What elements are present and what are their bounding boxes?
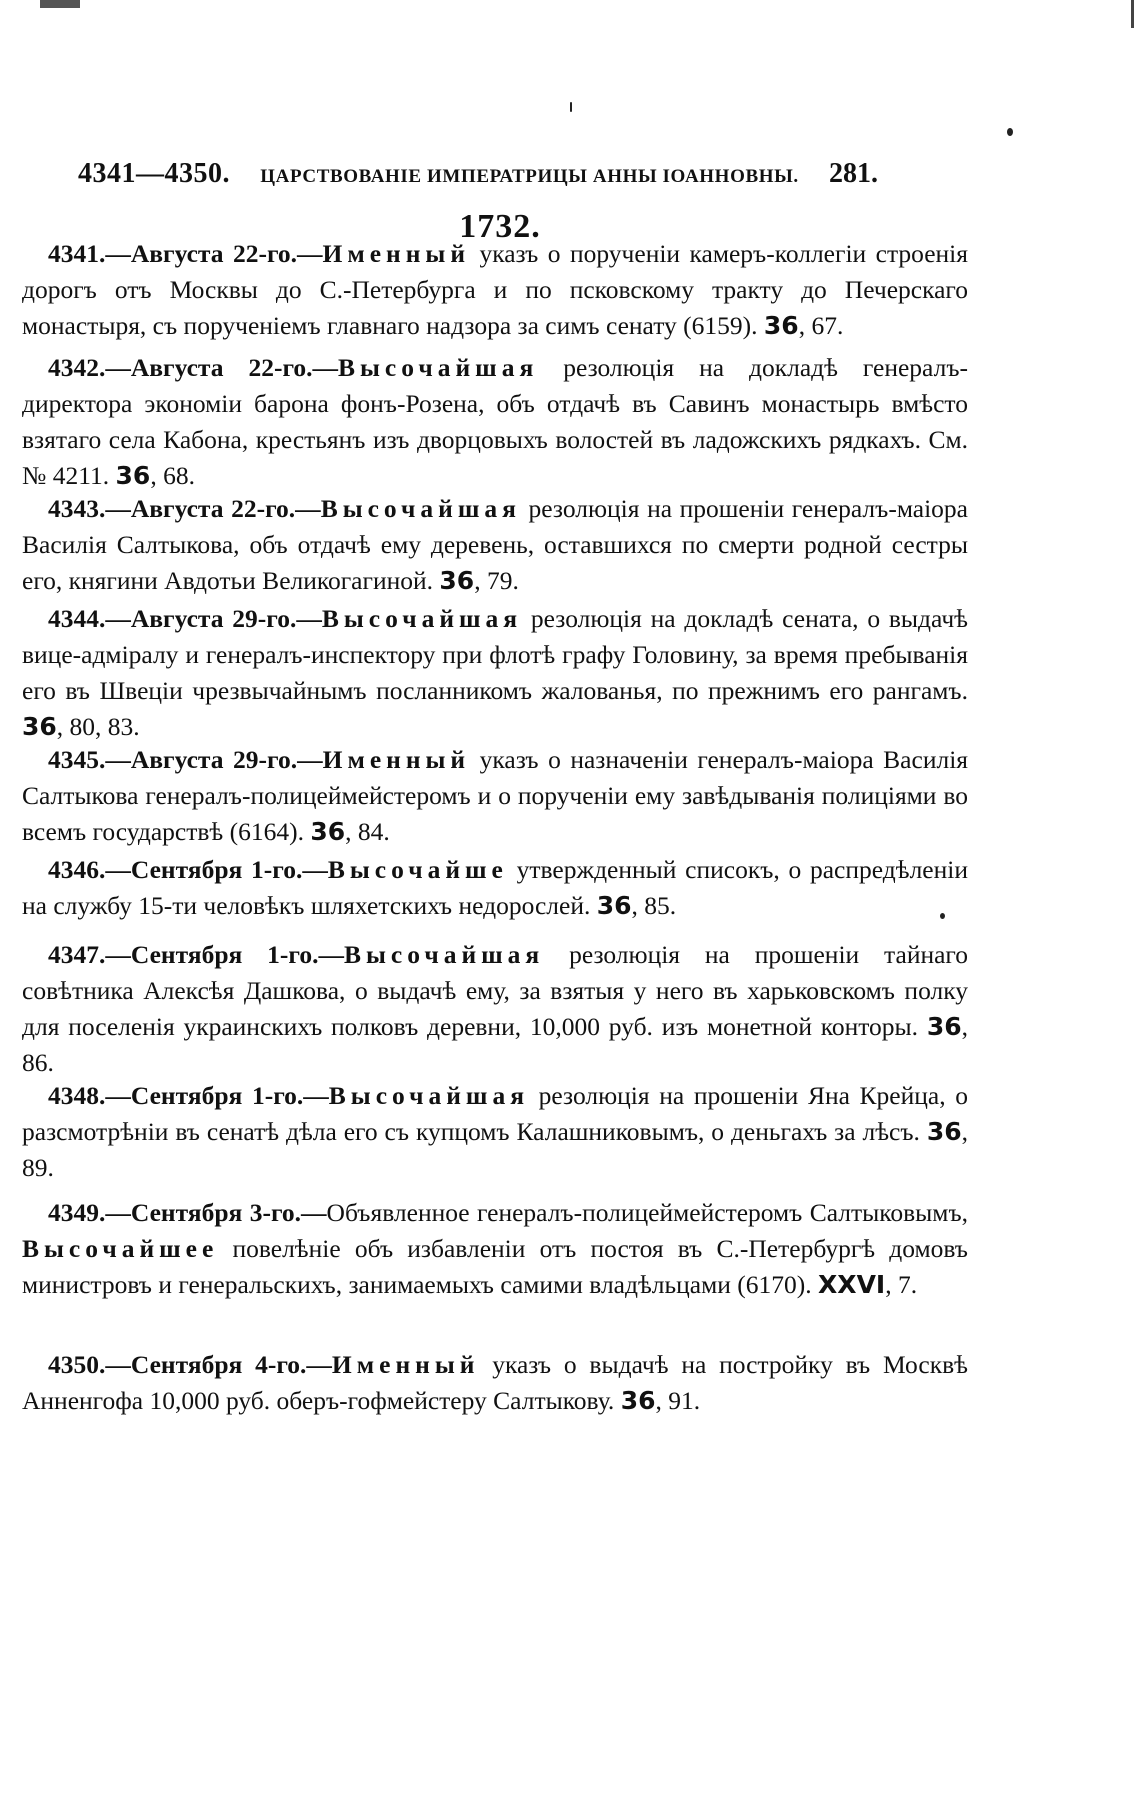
entry-date: —Августа 29-го.— bbox=[105, 604, 322, 633]
entry-text: резолюція на докладѣ генералъ-директора экономіи барона фонъ-Розена, объ отдачѣ въ Савинъ монастырь вмѣсто взятаго села Кабона, крестьянъ изъ дворцовыхъ волостей въ ладожскихъ рядкахъ. См. № 4211. bbox=[22, 353, 968, 490]
entry-number: 4343. bbox=[48, 494, 106, 523]
entry-pages: , 85. bbox=[631, 891, 677, 920]
page-number: 281. bbox=[828, 158, 878, 189]
entry-pages: , 67. bbox=[798, 311, 844, 340]
entry-date: —Сентября 1-го.— bbox=[105, 855, 328, 884]
entry-4345 bbox=[22, 742, 968, 850]
entry-text: резолюція на прошеніи генералъ-маіора Василія Салтыкова, объ отдачѣ ему деревень, оставшихся по смерти родной сестры его, княгини Авдотьи Великогагиной. bbox=[22, 494, 969, 595]
entry-pages: , 89. bbox=[22, 1117, 968, 1182]
entry-text: резолюція на прошеніи тайнаго совѣтника Алексѣя Дашкова, о выдачѣ ему, за взятыя у него въ харьковскомъ полку для поселенія украинскихъ полковъ деревни, 10,000 руб. изъ монетной конторы. bbox=[22, 940, 968, 1041]
entry-4343 bbox=[22, 491, 968, 599]
entry-date: —Сентября 4-го.— bbox=[105, 1350, 332, 1379]
scan-edge bbox=[1131, 0, 1134, 28]
entry-volume: 36 bbox=[22, 712, 57, 741]
entry-text: указъ о выдачѣ на постройку въ Москвѣ Анненгофа 10,000 руб. оберъ-гофмейстеру Салтыкову. bbox=[22, 1350, 968, 1415]
entry-volume: XXVI bbox=[818, 1270, 886, 1299]
scan-artifact bbox=[40, 0, 80, 8]
entry-type: Высочайшее bbox=[22, 1234, 219, 1263]
entry-type: Именный bbox=[322, 239, 471, 268]
entry-number: 4344. bbox=[48, 604, 106, 633]
entry-volume: 36 bbox=[310, 817, 346, 846]
entry-4344 bbox=[22, 601, 968, 745]
entry-4349 bbox=[22, 1195, 968, 1303]
entry-pages: , 84. bbox=[345, 817, 390, 846]
entry-type: Высочайше bbox=[327, 855, 508, 884]
entry-type: Именный bbox=[322, 745, 471, 774]
entry-date: —Августа 22-го.— bbox=[105, 239, 323, 268]
entry-pages: , 80, 83. bbox=[56, 712, 140, 741]
year-heading: 1732. bbox=[459, 208, 541, 245]
entry-4347 bbox=[22, 937, 968, 1081]
entry-date: —Сентября 3-го.— bbox=[105, 1198, 327, 1227]
entry-type: Высочайшая bbox=[344, 940, 545, 969]
entry-4350 bbox=[22, 1347, 968, 1419]
entry-volume: 36 bbox=[115, 461, 151, 490]
entry-text-continued: повелѣніе объ избавленіи отъ постоя въ С.-Петербургѣ домовъ министровъ и генеральскихъ, занимаемыхъ самими владѣльцами (6170). bbox=[22, 1234, 968, 1299]
entry-4342 bbox=[22, 350, 968, 494]
entry-date: —Августа 22-го.— bbox=[105, 494, 321, 523]
entry-date: —Августа 29-го.— bbox=[105, 745, 323, 774]
entry-volume: 36 bbox=[926, 1117, 962, 1146]
entry-date: —Сентября 1-го.— bbox=[105, 1081, 329, 1110]
entry-number: 4341. bbox=[48, 239, 106, 268]
entry-number: 4347. bbox=[48, 940, 106, 969]
entry-text: резолюція на прошеніи Яна Крейца, о разсмотрѣніи въ сенатѣ дѣла его съ купцомъ Калашниковымъ, о деньгахъ за лѣсъ. bbox=[22, 1081, 968, 1146]
header-title: ЦАРСТВОВАНІЕ ИМПЕРАТРИЦЫ АННЫ ІОАННОВНЫ. bbox=[260, 166, 799, 187]
entry-pages: , 7. bbox=[885, 1270, 918, 1299]
entry-text: указъ о назначеніи генералъ-маіора Василія Салтыкова генералъ-полицеймейстеромъ и о порученіи ему завѣдыванія полиціями во всемъ государствѣ (6164). bbox=[22, 745, 969, 846]
entry-number: 4350. bbox=[48, 1350, 106, 1379]
scan-speck bbox=[1007, 128, 1013, 136]
running-header bbox=[78, 158, 878, 190]
entry-number: 4342. bbox=[48, 353, 106, 382]
entry-4346 bbox=[22, 852, 968, 924]
entry-text: Объявленное генералъ-полицеймейстеромъ Салтыковымъ, bbox=[326, 1198, 969, 1227]
entry-text: резолюція на докладѣ сената, о выдачѣ вице-адміралу и генералъ-инспектору при флотѣ графу Головину, за время пребыванія его въ Швеціи чрезвычайнымъ посланникомъ жалованья, по прежнимъ его рангамъ. bbox=[22, 604, 968, 705]
entry-type: Высочайшая bbox=[328, 1081, 530, 1110]
entry-number: 4345. bbox=[48, 745, 106, 774]
entry-pages: , 68. bbox=[150, 461, 195, 490]
entry-volume: 36 bbox=[596, 891, 632, 920]
entry-volume: 36 bbox=[439, 566, 475, 595]
entry-text: утвержденный списокъ, о распредѣленіи на службу 15-ти человѣкъ шляхетскихъ недорослей. bbox=[22, 855, 968, 920]
entry-pages: , 86. bbox=[22, 1012, 969, 1077]
scan-speck bbox=[570, 102, 572, 112]
entry-pages: , 91. bbox=[655, 1386, 701, 1415]
entry-number: 4348. bbox=[48, 1081, 106, 1110]
entry-volume: 36 bbox=[763, 311, 799, 340]
entry-number: 4346. bbox=[48, 855, 106, 884]
entry-type: Высочайшая bbox=[320, 494, 521, 523]
entry-volume: 36 bbox=[926, 1012, 962, 1041]
entry-volume: 36 bbox=[620, 1386, 656, 1415]
entry-type: Именный bbox=[331, 1350, 480, 1379]
entry-type: Высочайшая bbox=[338, 353, 539, 382]
entry-date: —Сентября 1-го.— bbox=[105, 940, 344, 969]
entry-type: Высочайшая bbox=[321, 604, 523, 633]
entry-text: указъ о порученіи камеръ-коллегіи строенія дорогъ отъ Москвы до С.-Петербурга и по псковскому тракту до Печерскаго монастыря, съ порученіемъ главнаго надзора за симъ сенату (6159). bbox=[22, 239, 968, 340]
entry-pages: , 79. bbox=[474, 566, 519, 595]
entry-4348 bbox=[22, 1078, 968, 1186]
header-entry-range: 4341—4350. bbox=[78, 158, 230, 189]
entry-number: 4349. bbox=[48, 1198, 106, 1227]
scan-speck bbox=[940, 913, 945, 919]
entry-4341 bbox=[22, 236, 968, 344]
entry-date: —Августа 22-го.— bbox=[105, 353, 339, 382]
